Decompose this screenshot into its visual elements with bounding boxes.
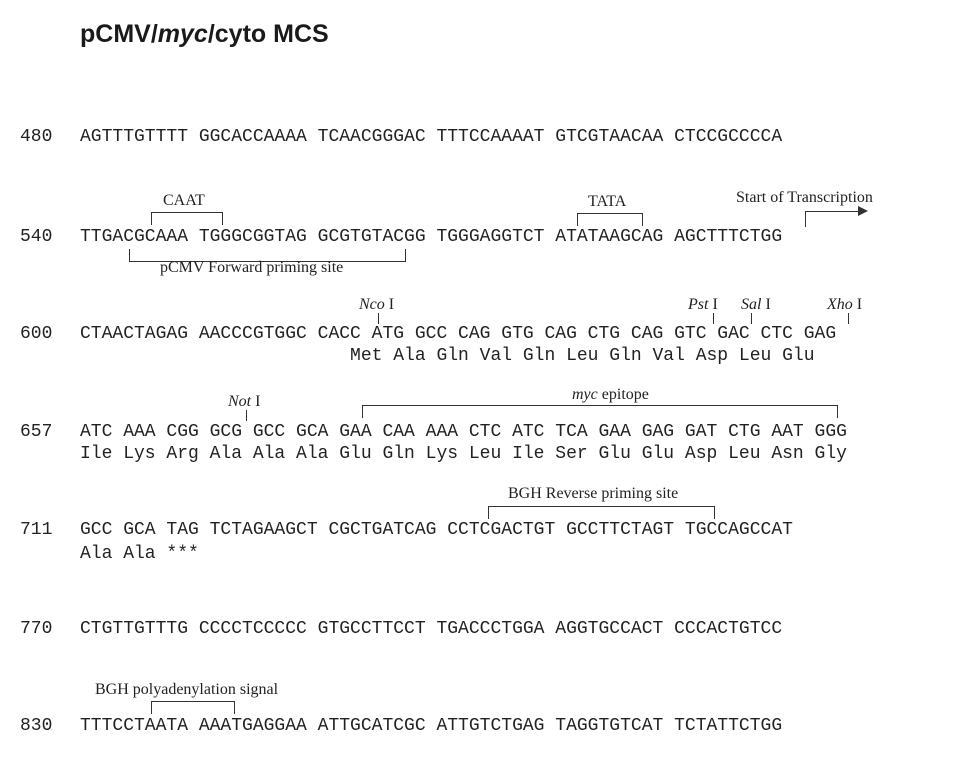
row-480-number: 480 bbox=[20, 127, 53, 147]
tata-bracket bbox=[577, 213, 643, 226]
row-657-translation: Ile Lys Arg Ala Ala Ala Glu Gln Lys Leu Ile Ser Glu Glu Asp Leu Asn Gly bbox=[80, 444, 847, 464]
row-540-sequence: TTGACGCAAA TGGGCGGTAG GCGTGTACGG TGGGAGGTCT ATATAAGCAG AGCTTTCTGG bbox=[80, 227, 783, 247]
row-830-sequence: TTTCCTAATA AAATGAGGAA ATTGCATCGC ATTGTCTGAG TAGGTGTCAT TCTATTCTGG bbox=[80, 716, 783, 736]
myc-epitope-bracket bbox=[362, 405, 838, 418]
nco-suffix: I bbox=[384, 296, 395, 313]
nco-name: Nco bbox=[359, 296, 385, 313]
caat-label: CAAT bbox=[163, 192, 205, 209]
row-600-translation: Met Ala Gln Val Gln Leu Gln Val Asp Leu Glu bbox=[80, 346, 815, 366]
xho-tick bbox=[848, 313, 849, 324]
row-711-number: 711 bbox=[20, 520, 53, 540]
row-711-translation: Ala Ala *** bbox=[80, 544, 199, 564]
row-711-sequence: GCC GCA TAG TCTAGAAGCT CGCTGATCAG CCTCGACTGT GCCTTCTAGT TGCCAGCCAT bbox=[80, 520, 793, 540]
row-830-number: 830 bbox=[20, 716, 53, 736]
not-tick bbox=[246, 410, 247, 421]
sal-site-label bbox=[741, 296, 771, 314]
row-480-sequence: AGTTTGTTTT GGCACCAAAA TCAACGGGAC TTTCCAAAAT GTCGTAACAA CTCCGCCCCA bbox=[80, 127, 783, 147]
sal-name: Sal bbox=[741, 296, 762, 313]
title-italic: myc bbox=[157, 20, 208, 48]
sal-suffix: I bbox=[761, 296, 771, 313]
not-name: Not bbox=[228, 393, 252, 410]
row-770-number: 770 bbox=[20, 619, 53, 639]
myc-epitope-label bbox=[572, 386, 649, 404]
pst-suffix: I bbox=[708, 296, 718, 313]
xho-site-label bbox=[827, 296, 862, 314]
row-600-number: 600 bbox=[20, 324, 53, 344]
myc-suffix: epitope bbox=[597, 386, 649, 403]
title-prefix: pCMV/ bbox=[80, 20, 158, 48]
row-657-number: 657 bbox=[20, 422, 53, 442]
xho-suffix: I bbox=[852, 296, 863, 313]
row-657-sequence: ATC AAA CGG GCG GCC GCA GAA CAA AAA CTC ATC TCA GAA GAG GAT CTG AAT GGG bbox=[80, 422, 847, 442]
bgh-reverse-bracket bbox=[488, 506, 715, 519]
bgh-polya-bracket bbox=[151, 701, 235, 714]
myc-name: myc bbox=[572, 386, 598, 403]
not-suffix: I bbox=[251, 393, 261, 410]
nco-tick bbox=[378, 313, 379, 324]
pst-name: Pst bbox=[688, 296, 709, 313]
row-540-number: 540 bbox=[20, 227, 53, 247]
page-title bbox=[80, 20, 329, 49]
nco-site-label bbox=[359, 296, 394, 314]
pcmv-forward-label: pCMV Forward priming site bbox=[160, 259, 344, 276]
start-transcription-label: Start of Transcription bbox=[736, 189, 873, 206]
sal-tick bbox=[751, 313, 752, 324]
caat-bracket bbox=[151, 212, 223, 225]
row-770-sequence: CTGTTGTTTG CCCCTCCCCC GTGCCTTCCT TGACCCTGGA AGGTGCCACT CCCACTGTCC bbox=[80, 619, 783, 639]
not-site-label bbox=[228, 393, 260, 411]
pst-site-label bbox=[688, 296, 718, 314]
title-suffix: /cyto MCS bbox=[207, 20, 329, 48]
xho-name: Xho bbox=[827, 296, 853, 313]
bgh-reverse-label: BGH Reverse priming site bbox=[508, 485, 679, 502]
pst-tick bbox=[713, 313, 714, 324]
bgh-polya-label: BGH polyadenylation signal bbox=[95, 681, 279, 698]
tata-label: TATA bbox=[588, 193, 627, 210]
row-600-sequence: CTAACTAGAG AACCCGTGGC CACC ATG GCC CAG GTG CAG CTG CAG GTC GAC CTC GAG bbox=[80, 324, 837, 344]
